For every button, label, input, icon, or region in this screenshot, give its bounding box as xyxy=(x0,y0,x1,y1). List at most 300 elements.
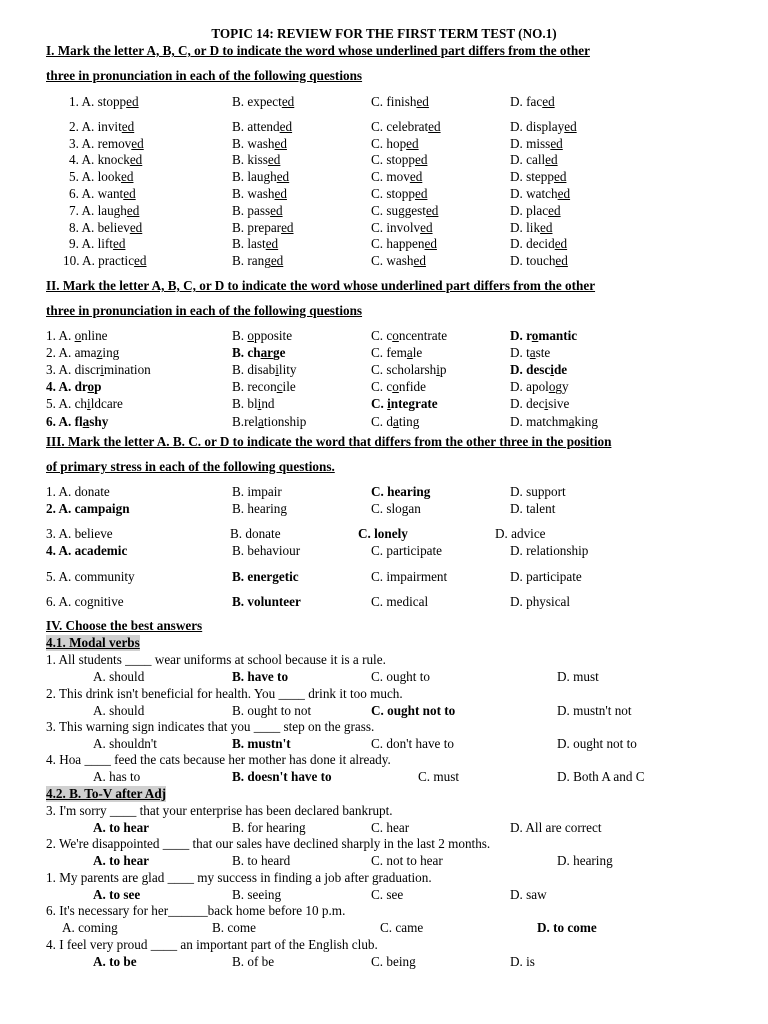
s1-text: D. touch xyxy=(510,253,556,268)
question: 2. We're disappointed ____ that our sales have declined sharply in the last 2 months. xyxy=(46,836,491,851)
s2-text: B. xyxy=(232,328,248,343)
option xyxy=(371,414,419,430)
section1-heading-line1: I. Mark the letter A, B, C, or D to indicate the word whose underlined part differs from the other xyxy=(46,43,590,58)
s1-underlined: ed xyxy=(265,236,279,251)
s1-text: 7. A. laugh xyxy=(69,203,127,218)
s2-text: C. d xyxy=(371,414,393,429)
options-row xyxy=(0,853,768,869)
option xyxy=(371,362,446,378)
option xyxy=(69,136,144,152)
option: C. medical xyxy=(371,594,429,609)
s1-underlined: ed xyxy=(414,152,428,167)
option: A. shouldn't xyxy=(93,736,157,751)
option: C. ought to xyxy=(371,669,430,684)
s2-underlined: o xyxy=(87,379,95,394)
option xyxy=(232,152,280,168)
option xyxy=(510,379,569,395)
option xyxy=(69,94,139,110)
s1-underlined: ed xyxy=(545,152,558,167)
s2-underlined: i xyxy=(275,362,279,377)
s2-underlined: ar xyxy=(260,345,274,360)
option xyxy=(371,328,447,344)
s2-text: 1. A. xyxy=(46,328,75,343)
s2-text: tionship xyxy=(263,414,307,429)
options-row xyxy=(0,669,768,685)
s1-row xyxy=(0,186,768,202)
option xyxy=(46,362,151,378)
option: A. should xyxy=(93,669,145,684)
option: C. hear xyxy=(371,820,410,835)
s1-underlined: ed xyxy=(270,253,284,268)
s1-row xyxy=(0,152,768,168)
option: C. participate xyxy=(371,543,443,558)
to-v-after-adj-heading: 4.2. B. To-V after Adj xyxy=(46,786,167,801)
option: B. have to xyxy=(232,669,289,684)
s2-text: C. scholarsh xyxy=(371,362,437,377)
question: 4. Hoa ____ feed the cats because her mother has done it already. xyxy=(46,752,391,767)
s2-text: ntegrate xyxy=(390,396,438,411)
option: B. come xyxy=(212,920,256,935)
s2-text: D. desc xyxy=(510,362,551,377)
stress-row xyxy=(0,526,768,542)
s2-text: 6. A. fl xyxy=(46,414,83,429)
s1-underlined: ed xyxy=(428,119,441,134)
s2-text: ting xyxy=(398,414,420,429)
s2-underlined: o xyxy=(531,328,539,343)
s1-row xyxy=(0,94,768,110)
option xyxy=(232,328,292,344)
s1-underlined: ed xyxy=(281,94,295,109)
s1-text: D. plac xyxy=(510,203,549,218)
s2-text: nd xyxy=(261,396,275,411)
s1-underlined: ed xyxy=(126,94,139,109)
s1-text: D. watch xyxy=(510,186,558,201)
option xyxy=(371,379,426,395)
option xyxy=(510,345,550,361)
s2-underlined: i xyxy=(387,396,391,411)
option xyxy=(232,414,306,430)
s1-text: B. kiss xyxy=(232,152,268,167)
option: 4. A. academic xyxy=(46,543,128,558)
option: 1. A. donate xyxy=(46,484,110,499)
s1-text: C. celebrat xyxy=(371,119,429,134)
s1-row xyxy=(0,119,768,135)
s1-text: B. expect xyxy=(232,94,282,109)
option: D. must xyxy=(557,669,599,684)
option: A. to hear xyxy=(93,820,150,835)
stress-row xyxy=(0,501,768,517)
option xyxy=(63,253,147,269)
options-row xyxy=(0,703,768,719)
option xyxy=(510,253,568,269)
s2-underlined: i xyxy=(257,396,262,411)
s2-text: ldcare xyxy=(90,396,123,411)
option: C. don't have to xyxy=(371,736,454,751)
s2-text: p xyxy=(439,362,447,377)
option xyxy=(69,119,134,135)
stress-row xyxy=(0,569,768,585)
s2-text: ncentrate xyxy=(398,328,448,343)
option: 2. A. campaign xyxy=(46,501,130,516)
option xyxy=(371,203,438,219)
option xyxy=(69,169,133,185)
s2-text: 5. A. ch xyxy=(46,396,88,411)
question: 6. It's necessary for her______back home before 10 p.m. xyxy=(46,903,346,918)
s1-text: C. hop xyxy=(371,136,407,151)
s1-underlined: ed xyxy=(121,169,134,184)
s1-row xyxy=(0,236,768,252)
s1-underlined: ed xyxy=(126,203,140,218)
s1-underlined: ed xyxy=(409,169,423,184)
s1-underlined: ed xyxy=(420,220,433,235)
s1-underlined: ed xyxy=(424,236,437,251)
s2-row xyxy=(0,414,768,430)
option xyxy=(46,345,119,361)
option: D. talent xyxy=(510,501,556,516)
s2-text: ste xyxy=(535,345,551,360)
s1-text: B. wash xyxy=(232,186,275,201)
option: B. behaviour xyxy=(232,543,301,558)
s1-row xyxy=(0,220,768,236)
option xyxy=(510,186,570,202)
option: B. mustn't xyxy=(232,736,291,751)
s2-underlined: a xyxy=(258,414,264,429)
option: C. not to hear xyxy=(371,853,443,868)
option xyxy=(510,396,569,412)
s2-text: 4. A. dr xyxy=(46,379,88,394)
option xyxy=(232,186,287,202)
option xyxy=(232,236,278,252)
s1-underlined: ed xyxy=(550,136,563,151)
s1-underlined: ed xyxy=(553,169,567,184)
option: D. Both A and C xyxy=(557,769,645,784)
option: A. to be xyxy=(93,954,137,969)
s2-text: D. t xyxy=(510,345,530,360)
option: B. ought to not xyxy=(232,703,312,718)
section3-heading-line1: III. Mark the letter A. B. C. or D to indicate the word that differs from the other three in the position xyxy=(46,434,612,449)
s1-underlined: ed xyxy=(274,136,287,151)
s1-underlined: ed xyxy=(276,169,290,184)
s2-underlined: o xyxy=(392,328,399,343)
s2-text: C. c xyxy=(371,328,393,343)
s2-text: ile xyxy=(282,379,296,394)
option xyxy=(46,379,101,395)
s1-text: 8. A. believ xyxy=(69,220,130,235)
option xyxy=(371,253,426,269)
option: C. lonely xyxy=(358,526,408,541)
option: A. has to xyxy=(93,769,141,784)
s2-text: B.rel xyxy=(232,414,259,429)
s2-underlined: c xyxy=(276,379,283,394)
section2-heading-line2: three in pronunciation in each of the following questions xyxy=(46,303,363,318)
s1-text: B. attend xyxy=(232,119,280,134)
option: B. of be xyxy=(232,954,275,969)
option xyxy=(232,136,287,152)
section4-heading: IV. Choose the best answers xyxy=(46,618,203,633)
option xyxy=(232,169,289,185)
s1-row xyxy=(0,136,768,152)
options-row xyxy=(0,887,768,903)
option: C. hearing xyxy=(371,484,431,499)
option xyxy=(232,379,296,395)
s2-underlined: z xyxy=(96,345,103,360)
s2-text: D. apol xyxy=(510,379,549,394)
question: 1. All students ____ wear uniforms at school because it is a rule. xyxy=(46,652,386,667)
section1-heading-line2: three in pronunciation in each of the following questions xyxy=(46,68,363,83)
s2-text: mination xyxy=(103,362,151,377)
s1-row xyxy=(0,253,768,269)
option: D. participate xyxy=(510,569,582,584)
s1-text: C. happen xyxy=(371,236,425,251)
option: D. saw xyxy=(510,887,547,902)
s2-text: ge xyxy=(273,345,286,360)
option: D. physical xyxy=(510,594,571,609)
option: A. should xyxy=(93,703,145,718)
s2-text: D. dec xyxy=(510,396,545,411)
s1-text: D. stepp xyxy=(510,169,554,184)
option: D. mustn't not xyxy=(557,703,632,718)
s1-text: 2. A. invit xyxy=(69,119,122,134)
option xyxy=(46,414,108,430)
s1-underlined: ed xyxy=(540,220,553,235)
s1-text: C. stopp xyxy=(371,152,415,167)
question: 3. I'm sorry ____ that your enterprise has been declared bankrupt. xyxy=(46,803,393,818)
s1-text: B. rang xyxy=(232,253,271,268)
option: B. volunteer xyxy=(232,594,301,609)
option xyxy=(371,186,427,202)
options-row xyxy=(0,954,768,970)
option: A. to hear xyxy=(93,853,150,868)
s1-text: C. finish xyxy=(371,94,417,109)
s1-underlined: ed xyxy=(425,203,439,218)
s2-row xyxy=(0,379,768,395)
s1-underlined: ed xyxy=(129,152,143,167)
option: C. ought not to xyxy=(371,703,456,718)
option: C. must xyxy=(418,769,460,784)
s1-text: B. pass xyxy=(232,203,271,218)
option xyxy=(371,169,422,185)
s1-text: 1. A. stopp xyxy=(69,94,127,109)
option xyxy=(232,203,283,219)
s1-text: B. last xyxy=(232,236,266,251)
option: D. to come xyxy=(537,920,597,935)
option: B. for hearing xyxy=(232,820,306,835)
s2-underlined: i xyxy=(550,362,554,377)
option xyxy=(510,152,558,168)
s1-underlined: ed xyxy=(131,136,144,151)
s2-text: le xyxy=(412,345,423,360)
s2-text: p xyxy=(94,379,102,394)
option xyxy=(371,345,422,361)
option xyxy=(232,119,292,135)
s2-text: sive xyxy=(548,396,570,411)
options-row xyxy=(0,769,768,785)
s1-underlined: ed xyxy=(548,203,561,218)
s2-row xyxy=(0,328,768,344)
page-title: TOPIC 14: REVIEW FOR THE FIRST TERM TEST (NO.1) xyxy=(211,26,557,41)
option xyxy=(510,119,577,135)
s2-text: B. recon xyxy=(232,379,277,394)
s1-text: 9. A. lift xyxy=(69,236,113,251)
s2-underlined: i xyxy=(436,362,440,377)
option: C. impairment xyxy=(371,569,448,584)
options-row xyxy=(0,920,768,936)
s1-text: D. call xyxy=(510,152,546,167)
option: B. doesn't have to xyxy=(232,769,332,784)
s2-text: gy xyxy=(555,379,569,394)
option xyxy=(510,220,553,236)
s2-row xyxy=(0,345,768,361)
s2-text: nfide xyxy=(398,379,426,394)
option xyxy=(510,414,598,430)
option: B. seeing xyxy=(232,887,282,902)
s1-text: C. stopp xyxy=(371,186,415,201)
s2-underlined: i xyxy=(544,396,549,411)
section2-heading-line1: II. Mark the letter A, B, C, or D to indicate the word whose underlined part differs from the other xyxy=(46,278,596,293)
option xyxy=(46,328,108,344)
option xyxy=(69,186,136,202)
s1-underlined: ed xyxy=(564,119,577,134)
s2-text: 3. A. discr xyxy=(46,362,101,377)
s1-text: C. involv xyxy=(371,220,421,235)
s1-underlined: ed xyxy=(129,220,143,235)
s1-underlined: ed xyxy=(557,186,571,201)
s1-underlined: ed xyxy=(281,220,294,235)
stress-row xyxy=(0,543,768,559)
question: 1. My parents are glad ____ my success in finding a job after graduation. xyxy=(46,870,432,885)
s2-text: C. fem xyxy=(371,345,407,360)
option xyxy=(510,136,563,152)
s1-text: 6. A. want xyxy=(69,186,124,201)
option xyxy=(371,94,429,110)
options-row xyxy=(0,736,768,752)
option: D. ought not to xyxy=(557,736,637,751)
s2-text: D. r xyxy=(510,328,532,343)
option: B. hearing xyxy=(232,501,287,516)
s1-text: B. prepar xyxy=(232,220,282,235)
s1-text: D. display xyxy=(510,119,565,134)
s1-underlined: ed xyxy=(542,94,555,109)
option xyxy=(371,136,419,152)
s1-text: 4. A. knock xyxy=(69,152,130,167)
option xyxy=(69,220,142,236)
option: B. to heard xyxy=(232,853,291,868)
s1-underlined: ed xyxy=(270,203,283,218)
s1-underlined: ed xyxy=(555,253,568,268)
s1-underlined: ed xyxy=(267,152,281,167)
option xyxy=(232,362,297,378)
s2-text: lity xyxy=(278,362,297,377)
s1-text: D. lik xyxy=(510,220,541,235)
s2-row xyxy=(0,362,768,378)
option: B. impair xyxy=(232,484,282,499)
s2-underlined: o xyxy=(74,328,82,343)
s1-text: D. fac xyxy=(510,94,543,109)
option xyxy=(46,396,123,412)
stress-row xyxy=(0,484,768,500)
s2-text: pposite xyxy=(253,328,293,343)
s2-underlined: i xyxy=(100,362,104,377)
option: D. is xyxy=(510,954,535,969)
option: A. coming xyxy=(62,920,118,935)
s1-text: C. suggest xyxy=(371,203,426,218)
s2-text: C. xyxy=(371,396,388,411)
s1-underlined: ed xyxy=(406,136,419,151)
modal-verbs-heading: 4.1. Modal verbs xyxy=(46,635,140,650)
option: C. being xyxy=(371,954,416,969)
option xyxy=(232,94,294,110)
option xyxy=(371,396,438,412)
option: A. to see xyxy=(93,887,141,902)
s2-underlined: o xyxy=(392,379,399,394)
s2-underlined: a xyxy=(82,414,90,429)
s1-underlined: ed xyxy=(416,94,429,109)
option xyxy=(69,203,139,219)
s2-text: B. ch xyxy=(232,345,261,360)
question: 2. This drink isn't beneficial for health. You ____ drink it too much. xyxy=(46,686,403,701)
option xyxy=(232,253,283,269)
option: 3. A. believe xyxy=(46,526,113,541)
s2-text: ing xyxy=(102,345,120,360)
option: 6. A. cognitive xyxy=(46,594,124,609)
s1-underlined: ed xyxy=(274,186,287,201)
option: B. energetic xyxy=(232,569,299,584)
s1-underlined: ed xyxy=(134,253,147,268)
s2-underlined: a xyxy=(392,414,399,429)
s1-text: B. wash xyxy=(232,136,275,151)
option xyxy=(232,345,285,361)
option xyxy=(510,94,555,110)
s2-text: B. disab xyxy=(232,362,276,377)
option xyxy=(69,152,142,168)
s1-text: B. laugh xyxy=(232,169,277,184)
s1-underlined: ed xyxy=(121,119,135,134)
s1-underlined: ed xyxy=(413,253,426,268)
option: D. hearing xyxy=(557,853,613,868)
s2-underlined: a xyxy=(406,345,413,360)
question: 3. This warning sign indicates that you ____ step on the grass. xyxy=(46,719,375,734)
question: 4. I feel very proud ____ an important part of the English club. xyxy=(46,937,378,952)
s1-text: C. wash xyxy=(371,253,414,268)
s1-text: 3. A. remov xyxy=(69,136,132,151)
s1-underlined: ed xyxy=(554,236,568,251)
s1-underlined: ed xyxy=(112,236,126,251)
s2-text: C. c xyxy=(371,379,393,394)
options-row xyxy=(0,820,768,836)
s2-text: nline xyxy=(81,328,108,343)
section3-heading-line2: of primary stress in each of the following questions. xyxy=(46,459,335,474)
s1-underlined: ed xyxy=(123,186,136,201)
s2-text: shy xyxy=(89,414,109,429)
option xyxy=(69,236,125,252)
s2-row xyxy=(0,396,768,412)
s1-row xyxy=(0,169,768,185)
s2-underlined: i xyxy=(87,396,91,411)
option xyxy=(510,169,566,185)
s2-underlined: a xyxy=(568,414,575,429)
s1-underlined: ed xyxy=(414,186,428,201)
option xyxy=(510,236,567,252)
option xyxy=(371,119,441,135)
option: C. came xyxy=(380,920,424,935)
option: D. support xyxy=(510,484,566,499)
option xyxy=(232,220,294,236)
s2-underlined: a xyxy=(529,345,536,360)
option: D. advice xyxy=(495,526,546,541)
s2-underlined: o xyxy=(247,328,254,343)
option xyxy=(371,152,427,168)
s2-text: de xyxy=(553,362,568,377)
